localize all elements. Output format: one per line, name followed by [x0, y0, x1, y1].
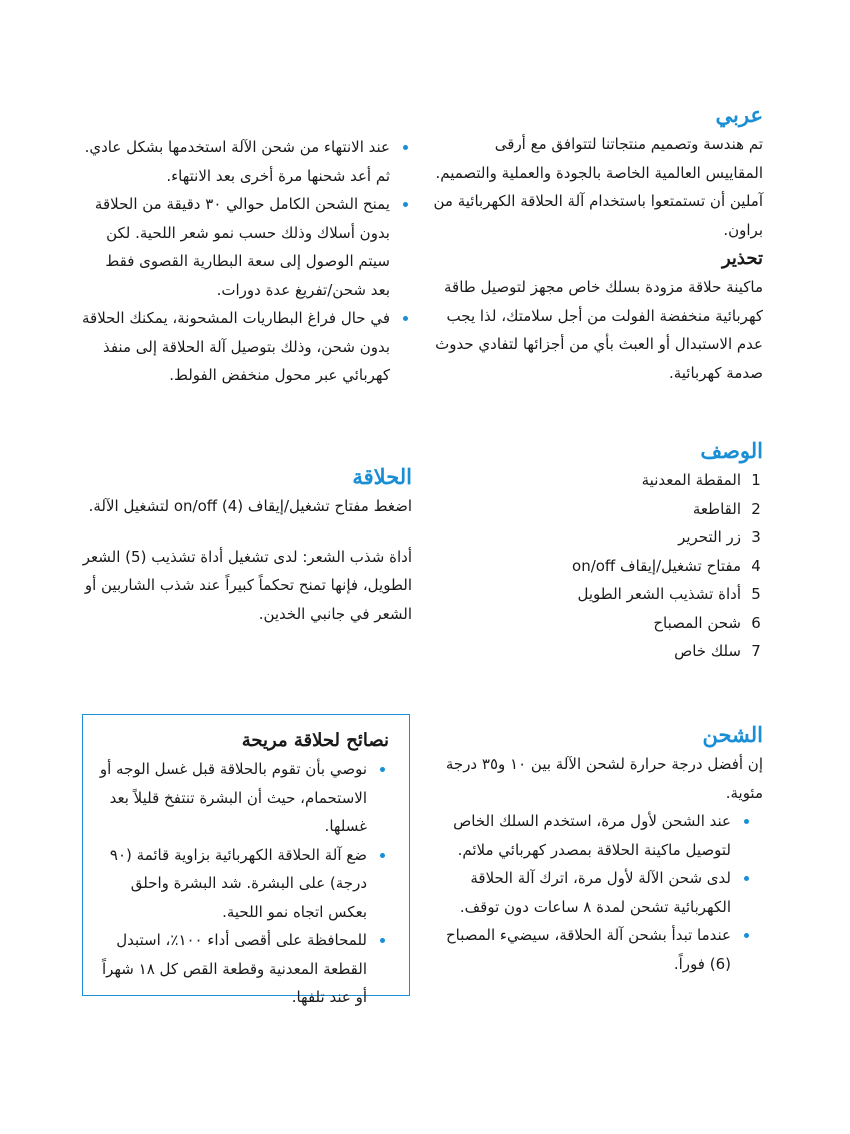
list-item	[82, 304, 412, 390]
list-item	[93, 755, 389, 841]
tip-text: للمحافظة على أقصى أداء ١٠٠٪، استبدل القطعة المعدنية وقطعة القص كل ١٨ شهراً أو عند تلفها.	[101, 931, 367, 1006]
list-item	[82, 190, 412, 304]
battery-note-text: عند الانتهاء من شحن الآلة استخدمها بشكل عادي. ثم أعد شحنها مرة أخرى بعد الانتهاء.	[84, 138, 390, 185]
description-item: 2القاطعة	[692, 499, 761, 518]
shaving-text-1: اضغط مفتاح تشغيل/إيقاف on/off (4) لتشغيل الآلة.	[88, 497, 412, 515]
warning-text: ماكينة حلاقة مزودة بسلك خاص مجهز لتوصيل طاقة كهربائية منخفضة الفولت من أجل سلامتك، لذا يجب عدم الاستبدال أو العبث بأي من أجزائها لتفادي حدوث صدمة كهربائية.	[435, 278, 763, 382]
bullet-icon	[744, 819, 749, 824]
shaving-heading: الحلاقة	[352, 464, 412, 489]
description-item: 7سلك خاص	[674, 642, 761, 660]
list-item	[93, 926, 389, 1012]
battery-notes-list	[82, 133, 412, 390]
shaving-text-2: أداة شذب الشعر: لدى تشغيل أداة تشذيب (5) الشعر الطويل، فإنها تمنح تحكماً كبيراً عند شذب الشاربين أو الشعر في جانبي الخدين.	[82, 547, 412, 623]
warning-heading: تحذير	[721, 248, 763, 269]
section-warning	[433, 245, 763, 387]
bullet-icon	[403, 202, 408, 207]
battery-note-text: يمنح الشحن الكامل حوالي ٣٠ دقيقة من الحلاقة بدون أسلاك وذلك حسب نمو شعر اللحية. لكن سيتم الوصول إلى سعة البطارية القصوى فقط بعد شحن/تفريغ عدة دورات.	[94, 195, 390, 299]
bullet-icon	[403, 145, 408, 150]
tip-text: ضع آلة الحلاقة الكهربائية بزاوية قائمة (٩٠ درجة) على البشرة. شد البشرة واحلق بعكس اتجاه نمو اللحية.	[109, 845, 367, 921]
charging-item-text: عند الشحن لأول مرة، استخدم السلك الخاص لتوصيل ماكينة الحلاقة بمصدر كهربائي ملائم.	[453, 812, 731, 859]
charging-heading: الشحن	[702, 722, 763, 747]
tips-box	[82, 714, 410, 1006]
section-description	[433, 436, 763, 666]
arabic-intro-text: تم هندسة وتصميم منتجاتنا لتتوافق مع أرقى المقاييس العالمية الخاصة بالجودة والعملية والتصميم. آملين أن تستمتعوا باستخدام آلة الحلاقة الكهربائية من براون.	[433, 135, 763, 239]
section-battery-notes	[82, 133, 412, 390]
tips-list	[93, 755, 389, 1012]
battery-note-text: في حال فراغ البطاريات المشحونة، يمكنك الحلاقة بدون شحن، وذلك بتوصيل آلة الحلاقة إلى منفذ كهربائي عبر محول منخفض الفولط.	[82, 309, 390, 384]
description-list	[433, 466, 763, 666]
bullet-icon	[380, 853, 385, 858]
tips-heading: نصائح لحلاقة مريحة	[241, 730, 389, 751]
description-item: 4مفتاح تشغيل/إيقاف on/off	[572, 556, 761, 575]
list-item	[433, 807, 753, 864]
charging-item-text: لدى شحن الآلة لأول مرة، اترك آلة الحلاقة الكهربائية تشحن لمدة ٨ ساعات دون توقف.	[459, 869, 731, 916]
section-arabic-intro	[433, 100, 763, 244]
description-item: 5أداة تشذيب الشعر الطويل	[577, 585, 761, 603]
section-shaving	[82, 462, 412, 628]
tip-text: نوصي بأن تقوم بالحلاقة قبل غسل الوجه أو الاستحمام، حيث أن البشرة تنتفخ قليلاً بعد غسلها.	[99, 760, 367, 835]
charging-item-text: عندما تبدأ بشحن آلة الحلاقة، سيضيء المصباح (6) فوراً.	[445, 926, 731, 973]
bullet-icon	[744, 933, 749, 938]
description-item: 3زر التحرير	[678, 528, 761, 546]
description-heading: الوصف	[700, 438, 763, 463]
arabic-heading: عربي	[715, 102, 763, 127]
list-item	[433, 864, 753, 921]
bullet-icon	[744, 876, 749, 881]
bullet-icon	[380, 938, 385, 943]
section-charging	[433, 720, 763, 978]
charging-list	[433, 807, 763, 978]
list-item	[82, 133, 412, 190]
description-item: 1المقطة المعدنية	[641, 471, 761, 489]
list-item	[93, 841, 389, 927]
list-item	[433, 921, 753, 978]
bullet-icon	[380, 767, 385, 772]
bullet-icon	[403, 316, 408, 321]
charging-intro: إن أفضل درجة حرارة لشحن الآلة بين ١٠ و٣٥ درجة مئوية.	[445, 755, 763, 802]
description-item: 6شحن المصباح	[653, 613, 761, 632]
